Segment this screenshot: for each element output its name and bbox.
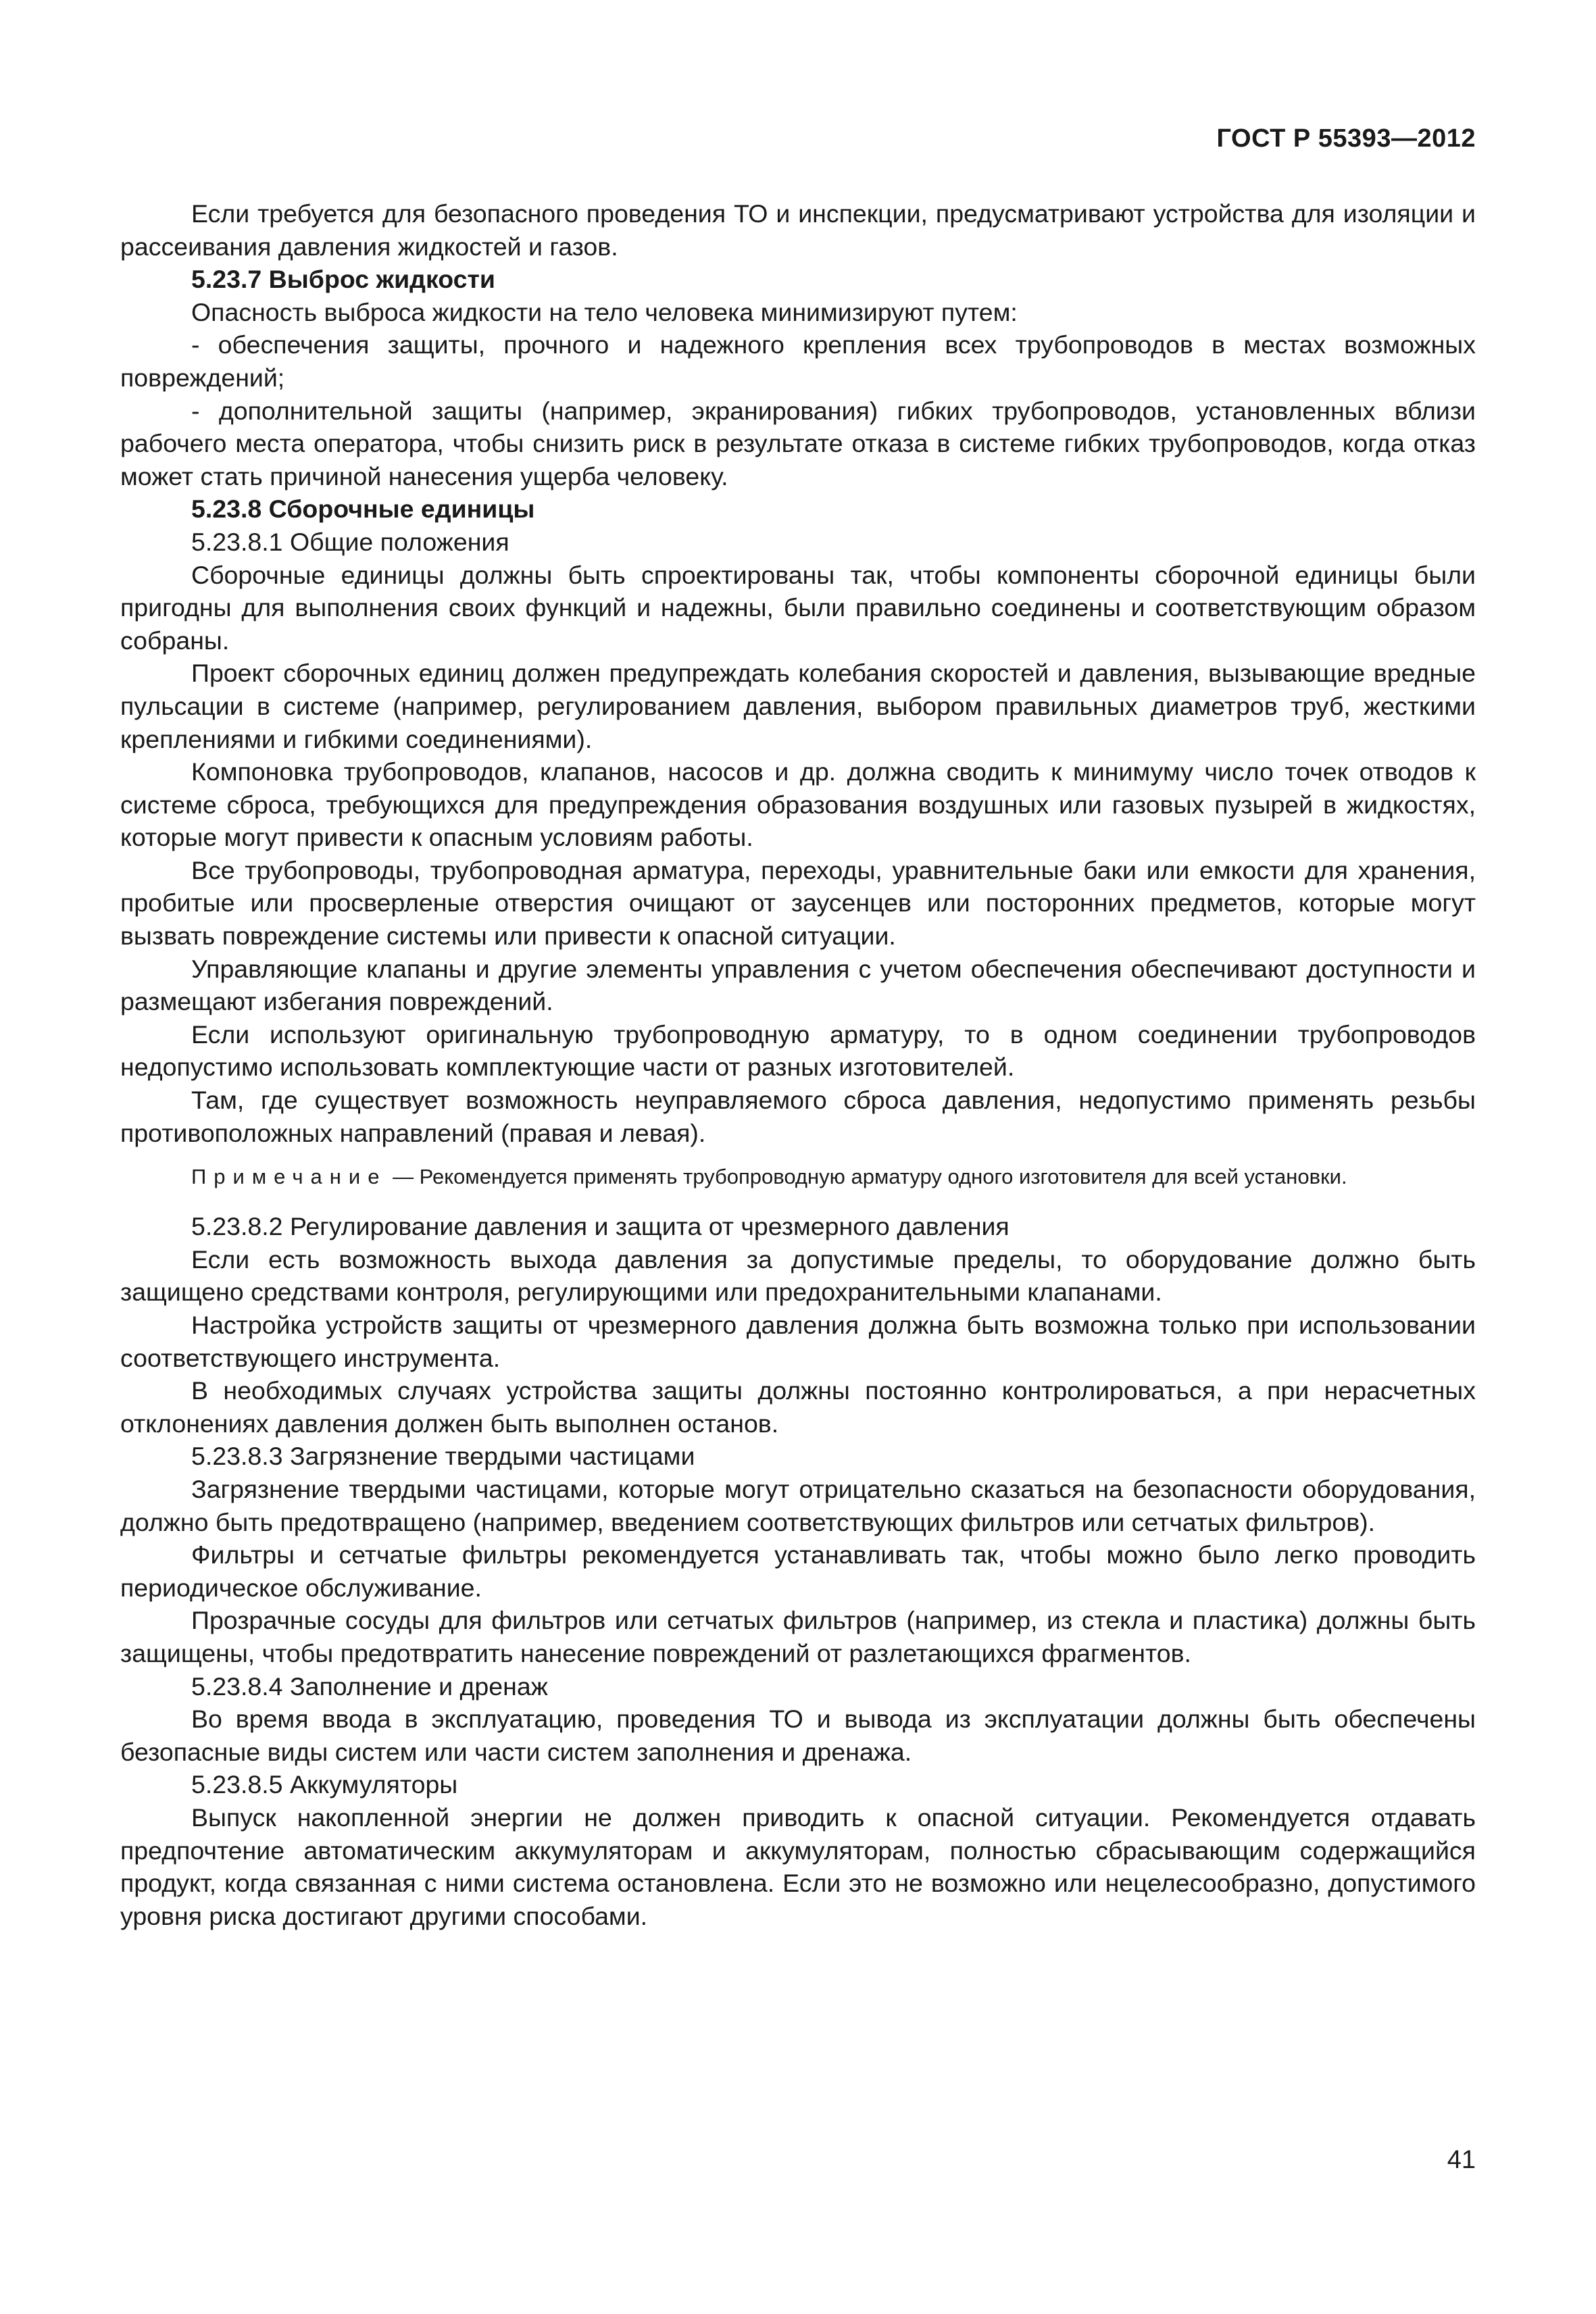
note-text: — Рекомендуется применять трубопроводную арматуру одного изготовителя для всей установки. xyxy=(393,1165,1347,1189)
paragraph: Управляющие клапаны и другие элементы управления с учетом обеспечения обеспечивают доступности и размещают избегания повреждений. xyxy=(120,954,1476,1016)
subsection-heading: 5.23.8.1 Общие положения xyxy=(191,527,509,556)
subsection-heading: 5.23.8.4 Заполнение и дренаж xyxy=(191,1671,548,1701)
paragraph: Настройка устройств защиты от чрезмерного давления должна быть возможна только при использовании соответствующего инструмента. xyxy=(120,1311,1476,1372)
paragraph: Если есть возможность выхода давления за допустимые пределы, то оборудование должно быть защищено средствами контроля, регулирующими или предохранительными клапанами. xyxy=(120,1244,1476,1307)
paragraph: Загрязнение твердыми частицами, которые могут отрицательно сказаться на безопасности оборудования, должно быть предотвращено (например, введением соответствующих фильтров или сетчатых фильтров). xyxy=(120,1474,1476,1536)
paragraph: Если требуется для безопасного проведения ТО и инспекции, предусматривают устройства для изоляции и рассеивания давления жидкостей и газов. xyxy=(120,199,1476,261)
paragraph: Проект сборочных единиц должен предупреждать колебания скоростей и давления, вызывающие вредные пульсации в системе (например, регулированием давления, выбором правильных диаметров труб, жесткими креплениями и гибкими соединениями). xyxy=(120,659,1476,753)
list-item: - обеспечения защиты, прочного и надежного крепления всех трубопроводов в местах возможных повреждений; xyxy=(120,330,1476,392)
standard-id: ГОСТ Р 55393—2012 xyxy=(1216,124,1476,153)
paragraph: Опасность выброса жидкости на тело человека минимизируют путем: xyxy=(191,297,1018,326)
paragraph: Там, где существует возможность неуправляемого сброса давления, недопустимо применять резьбы противоположных направлений (правая и левая). xyxy=(120,1086,1476,1147)
subsection-heading: 5.23.8.5 Аккумуляторы xyxy=(191,1770,458,1799)
subsection-heading: 5.23.8.2 Регулирование давления и защита от чрезмерного давления xyxy=(191,1212,1009,1241)
section-heading: 5.23.8 Сборочные единицы xyxy=(191,495,535,524)
paragraph: Прозрачные сосуды для фильтров или сетчатых фильтров (например, из стекла и пластика) должны быть защищены, чтобы предотвратить нанесение повреждений от разлетающихся фрагментов. xyxy=(120,1606,1476,1667)
note-label: Примечание xyxy=(191,1165,387,1189)
paragraph: В необходимых случаях устройства защиты должны постоянно контролироваться, а при нерасчетных отклонениях давления должен быть выполнен останов. xyxy=(120,1376,1476,1438)
note xyxy=(120,1161,1476,1192)
paragraph: Если используют оригинальную трубопроводную арматуру, то в одном соединении трубопроводов недопустимо использовать комплектующие части от разных изготовителей. xyxy=(120,1020,1476,1082)
subsection-heading: 5.23.8.3 Загрязнение твердыми частицами xyxy=(191,1442,695,1471)
document-body xyxy=(120,197,1476,1932)
page-number: 41 xyxy=(1447,2146,1476,2174)
paragraph: Компоновка трубопроводов, клапанов, насосов и др. должна сводить к минимуму число точек отводов к системе сброса, требующихся для предупреждения образования воздушных или газовых пузырей в жидкостях, которые могут привести к опасным условиям работы. xyxy=(120,757,1476,852)
paragraph: Все трубопроводы, трубопроводная арматура, переходы, уравнительные баки или емкости для хранения, пробитые или просверленые отверстия очищают от заусенцев или посторонних предметов, которые могут вызвать повреждение системы или привести к опасной ситуации. xyxy=(120,855,1476,951)
paragraph: Выпуск накопленной энергии не должен приводить к опасной ситуации. Рекомендуется отдавать предпочтение автоматическим аккумуляторам и аккумуляторам, полностью сбрасывающим содержащийся продукт, когда связанная с ними система остановлена. Если это не возможно или нецелесообразно, допустимого уровня риска достигают другими способами. xyxy=(120,1803,1476,1930)
list-item: - дополнительной защиты (например, экранирования) гибких трубопроводов, установленных вблизи рабочего места оператора, чтобы снизить риск в результате отказа в системе гибких трубопроводов, когда отказ может стать причиной нанесения ущерба человеку. xyxy=(120,396,1476,491)
paragraph: Фильтры и сетчатые фильтры рекомендуется устанавливать так, чтобы можно было легко проводить периодическое обслуживание. xyxy=(120,1540,1476,1602)
paragraph: Сборочные единицы должны быть спроектированы так, чтобы компоненты сборочной единицы были пригодны для выполнения своих функций и надежны, были правильно соединены и соответствующим образом собраны. xyxy=(120,560,1476,655)
section-heading: 5.23.7 Выброс жидкости xyxy=(191,265,495,294)
paragraph: Во время ввода в эксплуатацию, проведения ТО и вывода из эксплуатации должны быть обеспечены безопасные виды систем или части систем заполнения и дренажа. xyxy=(120,1705,1476,1766)
